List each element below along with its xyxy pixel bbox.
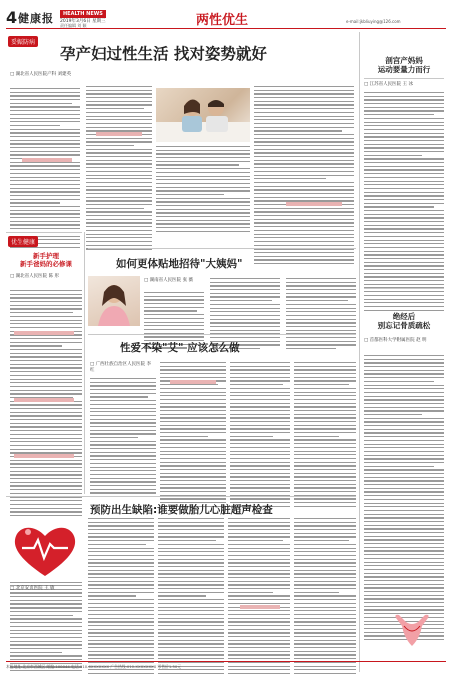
main-article-text-col4	[254, 86, 354, 264]
period-article-author: □ 湖南省人民医院 张 薇	[144, 278, 194, 283]
aids-article-headline: 性爱不染"艾" 应该怎么做	[120, 342, 240, 354]
period-article-headline: 如何更体贴地招待"大姨妈"	[116, 258, 243, 270]
right-lower-author: □ 首都医科大学附属医院 赵 明	[364, 338, 427, 343]
left-box-tag: 优生健康	[8, 236, 38, 247]
left-box-subhead-2	[14, 398, 74, 402]
masthead	[6, 5, 446, 29]
left-box-subhead-1	[14, 331, 74, 335]
masthead-date: 2019年3月6日 星期三	[60, 19, 106, 24]
right-column-author: □ 江苏省人民医院 王 冰	[364, 82, 414, 87]
woman-photo	[88, 276, 140, 326]
footer-bar	[6, 661, 446, 662]
right-column-headline: 剖宫产妈妈 运动要量力而行	[377, 56, 431, 74]
main-subhead-4	[286, 202, 342, 206]
right-lower-text	[364, 355, 444, 640]
right-column-text	[364, 92, 444, 311]
main-article-text-col3	[156, 146, 250, 232]
heart-article-headline: 预防出生缺陷:谁要做胎儿心脏超声检查	[90, 504, 273, 516]
heart-image	[8, 518, 82, 582]
masthead-editors: 责任编辑 刘 颖	[60, 23, 87, 28]
page-number: 4	[6, 8, 18, 27]
section-title: 两性优生	[196, 13, 249, 28]
main-article-text-col1	[10, 88, 80, 248]
aids-article-text-col4	[294, 362, 356, 507]
masthead-english: HEALTH NEWS	[60, 10, 106, 18]
main-subhead-1	[22, 158, 72, 162]
paper-name: 健康报	[18, 12, 54, 25]
main-article-text-col2	[86, 86, 152, 250]
left-box-headline: 新手护理 新手爸妈的必修课	[20, 252, 72, 268]
aids-article-text-col3	[230, 362, 290, 507]
masthead-contact: e-mail:jkbliuying@126.com	[346, 19, 401, 24]
couple-photo	[156, 88, 250, 142]
main-article-author: □ 湖北省人民医院产科 刘建英	[10, 72, 72, 77]
uterus-illustration	[392, 612, 432, 648]
footer-text: 本报地址:北京市西城区 邮编:100044 电话:010-6XXXXXXX 广告热线:010-XXXXXXXX 零售价1.50元	[6, 664, 182, 669]
aids-subhead-1	[170, 380, 216, 384]
main-headline: 孕产妇过性生活 找对姿势就好	[60, 45, 267, 63]
heart-article-text-col3	[158, 518, 224, 675]
heart-article-text-col2	[88, 518, 154, 675]
right-lower-headline: 绝经后 别忘记骨质疏松	[377, 312, 431, 330]
heart-article-author: □ 北京安贞医院 王 敏	[10, 586, 55, 591]
heart-article-text-col4	[228, 518, 290, 675]
period-article-text-col3	[286, 278, 356, 349]
heart-subhead-1	[240, 605, 280, 609]
main-subhead-2	[96, 132, 142, 136]
main-article-tag: 妥娠防病	[8, 36, 38, 47]
aids-article-text-col1	[90, 378, 156, 497]
aids-article-author: □ 广西壮族自治区人民医院 李 红	[90, 362, 152, 373]
left-box-subhead-3	[14, 454, 74, 458]
period-article-text-col2	[210, 278, 280, 349]
heart-article-text-col5	[294, 518, 356, 675]
left-box-author: □ 湖北省人民医院 陈 彤	[10, 274, 60, 279]
